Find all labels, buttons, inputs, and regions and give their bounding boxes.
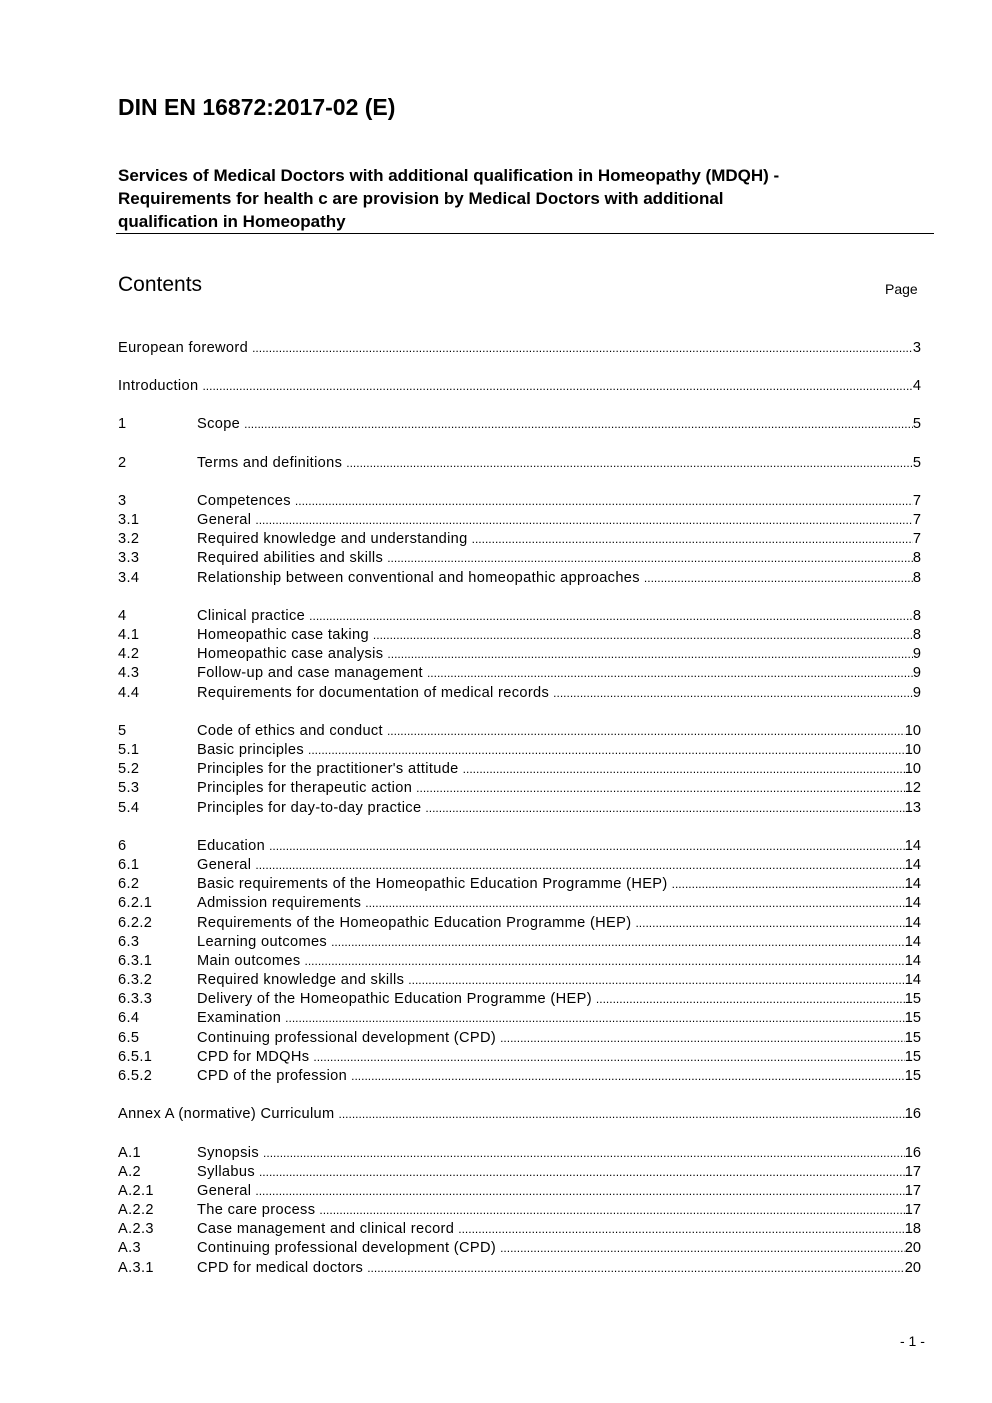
toc-entry[interactable] bbox=[118, 875, 921, 893]
toc-entry[interactable] bbox=[118, 837, 921, 855]
toc-entry-page: 3 bbox=[912, 340, 921, 356]
toc-entry-number: 4 bbox=[118, 608, 127, 624]
toc-entry[interactable] bbox=[118, 779, 921, 797]
toc-entry-number: 4.4 bbox=[118, 685, 140, 701]
toc-entry-page: 8 bbox=[912, 627, 921, 643]
toc-entry-page: 17 bbox=[904, 1164, 921, 1180]
toc-entry-title: Required abilities and skills bbox=[197, 550, 384, 566]
toc-entry-number: 5.4 bbox=[118, 800, 140, 816]
contents-heading: Contents bbox=[118, 273, 203, 296]
toc-entry[interactable] bbox=[118, 645, 921, 663]
toc-entry[interactable] bbox=[118, 1144, 921, 1162]
toc-entry[interactable] bbox=[118, 549, 921, 567]
toc-entry-page: 15 bbox=[904, 1068, 921, 1084]
toc-dot-leader bbox=[472, 530, 913, 548]
toc-entry[interactable] bbox=[118, 339, 921, 357]
toc-entry-page: 10 bbox=[904, 742, 921, 758]
toc-entry-title: Annex A (normative) Curriculum bbox=[118, 1106, 335, 1122]
toc-dot-leader bbox=[309, 607, 913, 625]
toc-entry[interactable] bbox=[118, 914, 921, 932]
toc-dot-leader bbox=[373, 626, 913, 644]
toc-entry-page: 15 bbox=[904, 1030, 921, 1046]
toc-entry-page: 10 bbox=[904, 723, 921, 739]
toc-entry-number: 2 bbox=[118, 455, 127, 471]
toc-dot-leader bbox=[255, 1182, 904, 1200]
toc-entry[interactable] bbox=[118, 1201, 921, 1219]
table-of-contents bbox=[118, 0, 921, 1403]
toc-entry-number: 4.1 bbox=[118, 627, 140, 643]
toc-entry-page: 10 bbox=[904, 761, 921, 777]
toc-dot-leader bbox=[313, 1048, 904, 1066]
toc-entry-number: 6.5 bbox=[118, 1030, 140, 1046]
toc-entry-number: 6.2.1 bbox=[118, 895, 153, 911]
toc-entry-number: 3.1 bbox=[118, 512, 140, 528]
toc-entry[interactable] bbox=[118, 1163, 921, 1181]
toc-entry[interactable] bbox=[118, 1239, 921, 1257]
toc-entry[interactable] bbox=[118, 933, 921, 951]
toc-entry-number: A.2.1 bbox=[118, 1183, 154, 1199]
toc-entry-title: Continuing professional development (CPD) bbox=[197, 1240, 497, 1256]
toc-entry[interactable] bbox=[118, 971, 921, 989]
toc-entry-title: Competences bbox=[197, 493, 291, 509]
toc-entry-title: Case management and clinical record bbox=[197, 1221, 455, 1237]
toc-entry-title: General bbox=[197, 1183, 252, 1199]
toc-entry-title: CPD for MDQHs bbox=[197, 1049, 310, 1065]
toc-entry-page: 7 bbox=[912, 531, 921, 547]
toc-entry-title: Principles for therapeutic action bbox=[197, 780, 413, 796]
toc-entry-title: Education bbox=[197, 838, 266, 854]
toc-entry-page: 15 bbox=[904, 991, 921, 1007]
toc-entry-page: 14 bbox=[904, 972, 921, 988]
toc-dot-leader bbox=[427, 664, 913, 682]
toc-dot-leader bbox=[365, 894, 905, 912]
toc-entry-page: 14 bbox=[904, 838, 921, 854]
toc-dot-leader bbox=[500, 1239, 905, 1257]
toc-entry-number: 3.2 bbox=[118, 531, 140, 547]
toc-dot-leader bbox=[259, 1163, 905, 1181]
toc-entry-title: Principles for day-to-day practice bbox=[197, 800, 422, 816]
toc-entry-page: 8 bbox=[912, 550, 921, 566]
toc-entry-number: 6.5.2 bbox=[118, 1068, 153, 1084]
page-column-label: Page bbox=[885, 281, 918, 297]
toc-entry[interactable] bbox=[118, 569, 921, 587]
toc-entry[interactable] bbox=[118, 684, 921, 702]
toc-dot-leader bbox=[295, 492, 913, 510]
toc-dot-leader bbox=[635, 914, 904, 932]
toc-entry-title: Scope bbox=[197, 416, 241, 432]
toc-entry-title: Terms and definitions bbox=[197, 455, 343, 471]
toc-dot-leader bbox=[244, 415, 913, 433]
toc-entry-title: Relationship between conventional and homeopathic approaches bbox=[197, 570, 640, 586]
toc-entry[interactable] bbox=[118, 1259, 921, 1277]
toc-dot-leader bbox=[500, 1029, 905, 1047]
toc-entry-title: Required knowledge and skills bbox=[197, 972, 405, 988]
toc-entry-page: 14 bbox=[904, 915, 921, 931]
toc-entry-page: 14 bbox=[904, 934, 921, 950]
toc-entry-number: A.2.2 bbox=[118, 1202, 154, 1218]
toc-entry-title: Admission requirements bbox=[197, 895, 362, 911]
toc-dot-leader bbox=[305, 952, 905, 970]
toc-dot-leader bbox=[331, 933, 905, 951]
toc-entry[interactable] bbox=[118, 377, 921, 395]
toc-entry-title: CPD for medical doctors bbox=[197, 1260, 364, 1276]
toc-entry[interactable] bbox=[118, 1067, 921, 1085]
toc-entry-number: 3 bbox=[118, 493, 127, 509]
toc-entry-title: Examination bbox=[197, 1010, 282, 1026]
toc-dot-leader bbox=[553, 684, 913, 702]
toc-entry-number: 6.3 bbox=[118, 934, 140, 950]
toc-entry-page: 13 bbox=[904, 800, 921, 816]
toc-entry-title: Code of ethics and conduct bbox=[197, 723, 383, 739]
toc-entry-page: 7 bbox=[912, 512, 921, 528]
toc-dot-leader bbox=[308, 741, 905, 759]
subtitle-line: Services of Medical Doctors with additional qualification in Homeopathy (MDQH) - bbox=[118, 166, 780, 185]
toc-dot-leader bbox=[269, 837, 905, 855]
toc-entry[interactable] bbox=[118, 741, 921, 759]
toc-entry-title: Homeopathic case taking bbox=[197, 627, 369, 643]
toc-entry[interactable] bbox=[118, 1105, 921, 1123]
toc-entry-title: Basic principles bbox=[197, 742, 304, 758]
toc-entry-number: 6.3.3 bbox=[118, 991, 153, 1007]
toc-entry-title: General bbox=[197, 512, 252, 528]
toc-dot-leader bbox=[367, 1259, 905, 1277]
toc-dot-leader bbox=[463, 760, 905, 778]
toc-entry-page: 17 bbox=[904, 1202, 921, 1218]
toc-entry-page: 14 bbox=[904, 876, 921, 892]
toc-entry-page: 7 bbox=[912, 493, 921, 509]
toc-entry[interactable] bbox=[118, 856, 921, 874]
toc-entry-title: CPD of the profession bbox=[197, 1068, 348, 1084]
toc-entry-number: 5.1 bbox=[118, 742, 140, 758]
toc-entry[interactable] bbox=[118, 990, 921, 1008]
toc-entry-number: A.2 bbox=[118, 1164, 141, 1180]
toc-dot-leader bbox=[387, 645, 912, 663]
toc-entry-title: Required knowledge and understanding bbox=[197, 531, 468, 547]
toc-entry-title: European foreword bbox=[118, 340, 249, 356]
toc-entry-page: 14 bbox=[904, 953, 921, 969]
toc-entry[interactable] bbox=[118, 626, 921, 644]
toc-entry[interactable] bbox=[118, 1182, 921, 1200]
toc-entry-page: 9 bbox=[912, 665, 921, 681]
toc-entry[interactable] bbox=[118, 952, 921, 970]
toc-entry-number: A.3.1 bbox=[118, 1260, 154, 1276]
toc-entry-title: Learning outcomes bbox=[197, 934, 328, 950]
toc-dot-leader bbox=[339, 1105, 905, 1123]
toc-entry-page: 18 bbox=[904, 1221, 921, 1237]
toc-entry[interactable] bbox=[118, 664, 921, 682]
toc-entry-number: A.2.3 bbox=[118, 1221, 154, 1237]
toc-entry[interactable] bbox=[118, 1048, 921, 1066]
toc-entry[interactable] bbox=[118, 454, 921, 472]
toc-dot-leader bbox=[672, 875, 905, 893]
toc-entry-page: 16 bbox=[904, 1145, 921, 1161]
toc-entry-page: 4 bbox=[912, 378, 921, 394]
toc-dot-leader bbox=[255, 511, 913, 529]
toc-entry-page: 14 bbox=[904, 857, 921, 873]
toc-entry-title: Homeopathic case analysis bbox=[197, 646, 384, 662]
toc-entry[interactable] bbox=[118, 722, 921, 740]
toc-entry-title: Follow-up and case management bbox=[197, 665, 423, 681]
toc-entry[interactable] bbox=[118, 530, 921, 548]
toc-dot-leader bbox=[202, 377, 912, 395]
toc-entry-number: 5 bbox=[118, 723, 127, 739]
toc-dot-leader bbox=[408, 971, 904, 989]
toc-entry-page: 14 bbox=[904, 895, 921, 911]
toc-entry-number: A.1 bbox=[118, 1145, 141, 1161]
toc-entry-number: 3.4 bbox=[118, 570, 140, 586]
toc-entry-title: General bbox=[197, 857, 252, 873]
toc-entry-title: The care process bbox=[197, 1202, 316, 1218]
toc-entry-number: 1 bbox=[118, 416, 127, 432]
toc-entry-page: 12 bbox=[904, 780, 921, 796]
toc-entry-title: Synopsis bbox=[197, 1145, 260, 1161]
toc-entry-number: 6.1 bbox=[118, 857, 140, 873]
toc-entry-page: 15 bbox=[904, 1010, 921, 1026]
toc-entry-page: 9 bbox=[912, 685, 921, 701]
toc-dot-leader bbox=[263, 1144, 905, 1162]
toc-entry[interactable] bbox=[118, 1009, 921, 1027]
toc-entry-number: A.3 bbox=[118, 1240, 141, 1256]
subtitle-line: qualification in Homeopathy bbox=[118, 212, 346, 231]
toc-entry-number: 5.3 bbox=[118, 780, 140, 796]
toc-entry-page: 16 bbox=[904, 1106, 921, 1122]
toc-dot-leader bbox=[285, 1009, 905, 1027]
toc-entry-page: 15 bbox=[904, 1049, 921, 1065]
toc-entry-page: 20 bbox=[904, 1260, 921, 1276]
toc-entry-number: 6 bbox=[118, 838, 127, 854]
toc-entry[interactable] bbox=[118, 415, 921, 433]
toc-entry-title: Introduction bbox=[118, 378, 199, 394]
toc-entry-number: 5.2 bbox=[118, 761, 140, 777]
toc-entry-title: Requirements for documentation of medical records bbox=[197, 685, 550, 701]
toc-entry-number: 4.2 bbox=[118, 646, 140, 662]
toc-entry-number: 6.2.2 bbox=[118, 915, 153, 931]
toc-entry-title: Syllabus bbox=[197, 1164, 255, 1180]
toc-entry-title: Principles for the practitioner's attitude bbox=[197, 761, 459, 777]
toc-entry[interactable] bbox=[118, 760, 921, 778]
toc-entry-title: Delivery of the Homeopathic Education Programme (HEP) bbox=[197, 991, 592, 1007]
toc-entry-number: 4.3 bbox=[118, 665, 140, 681]
toc-entry-page: 17 bbox=[904, 1183, 921, 1199]
toc-dot-leader bbox=[255, 856, 904, 874]
toc-entry-page: 9 bbox=[912, 646, 921, 662]
toc-entry-page: 8 bbox=[912, 570, 921, 586]
toc-entry-title: Requirements of the Homeopathic Education Programme (HEP) bbox=[197, 915, 632, 931]
document-title: DIN EN 16872:2017-02 (E) bbox=[118, 94, 396, 120]
toc-entry[interactable] bbox=[118, 1029, 921, 1047]
toc-dot-leader bbox=[416, 779, 905, 797]
toc-dot-leader bbox=[644, 569, 913, 587]
toc-dot-leader bbox=[319, 1201, 904, 1219]
toc-entry-number: 6.2 bbox=[118, 876, 140, 892]
subtitle-line: Requirements for health c are provision by Medical Doctors with additional bbox=[118, 189, 724, 208]
toc-entry-number: 6.3.2 bbox=[118, 972, 153, 988]
toc-entry-page: 8 bbox=[912, 608, 921, 624]
toc-entry[interactable] bbox=[118, 894, 921, 912]
toc-entry-title: Continuing professional development (CPD) bbox=[197, 1030, 497, 1046]
toc-entry-number: 3.3 bbox=[118, 550, 140, 566]
toc-entry[interactable] bbox=[118, 607, 921, 625]
toc-dot-leader bbox=[346, 454, 913, 472]
toc-dot-leader bbox=[252, 339, 913, 357]
toc-entry[interactable] bbox=[118, 511, 921, 529]
toc-entry[interactable] bbox=[118, 799, 921, 817]
toc-entry-title: Main outcomes bbox=[197, 953, 301, 969]
toc-entry[interactable] bbox=[118, 492, 921, 510]
toc-entry-page: 20 bbox=[904, 1240, 921, 1256]
toc-dot-leader bbox=[351, 1067, 905, 1085]
toc-entry-title: Clinical practice bbox=[197, 608, 306, 624]
toc-dot-leader bbox=[425, 799, 904, 817]
toc-entry-number: 6.5.1 bbox=[118, 1049, 153, 1065]
toc-dot-leader bbox=[596, 990, 905, 1008]
footer-page-number: - 1 - bbox=[900, 1333, 925, 1349]
toc-dot-leader bbox=[387, 722, 905, 740]
toc-entry[interactable] bbox=[118, 1220, 921, 1238]
toc-dot-leader bbox=[458, 1220, 905, 1238]
toc-entry-title: Basic requirements of the Homeopathic Education Programme (HEP) bbox=[197, 876, 668, 892]
toc-entry-page: 5 bbox=[912, 455, 921, 471]
toc-entry-page: 5 bbox=[912, 416, 921, 432]
toc-entry-number: 6.3.1 bbox=[118, 953, 153, 969]
toc-dot-leader bbox=[387, 549, 913, 567]
toc-entry-number: 6.4 bbox=[118, 1010, 140, 1026]
